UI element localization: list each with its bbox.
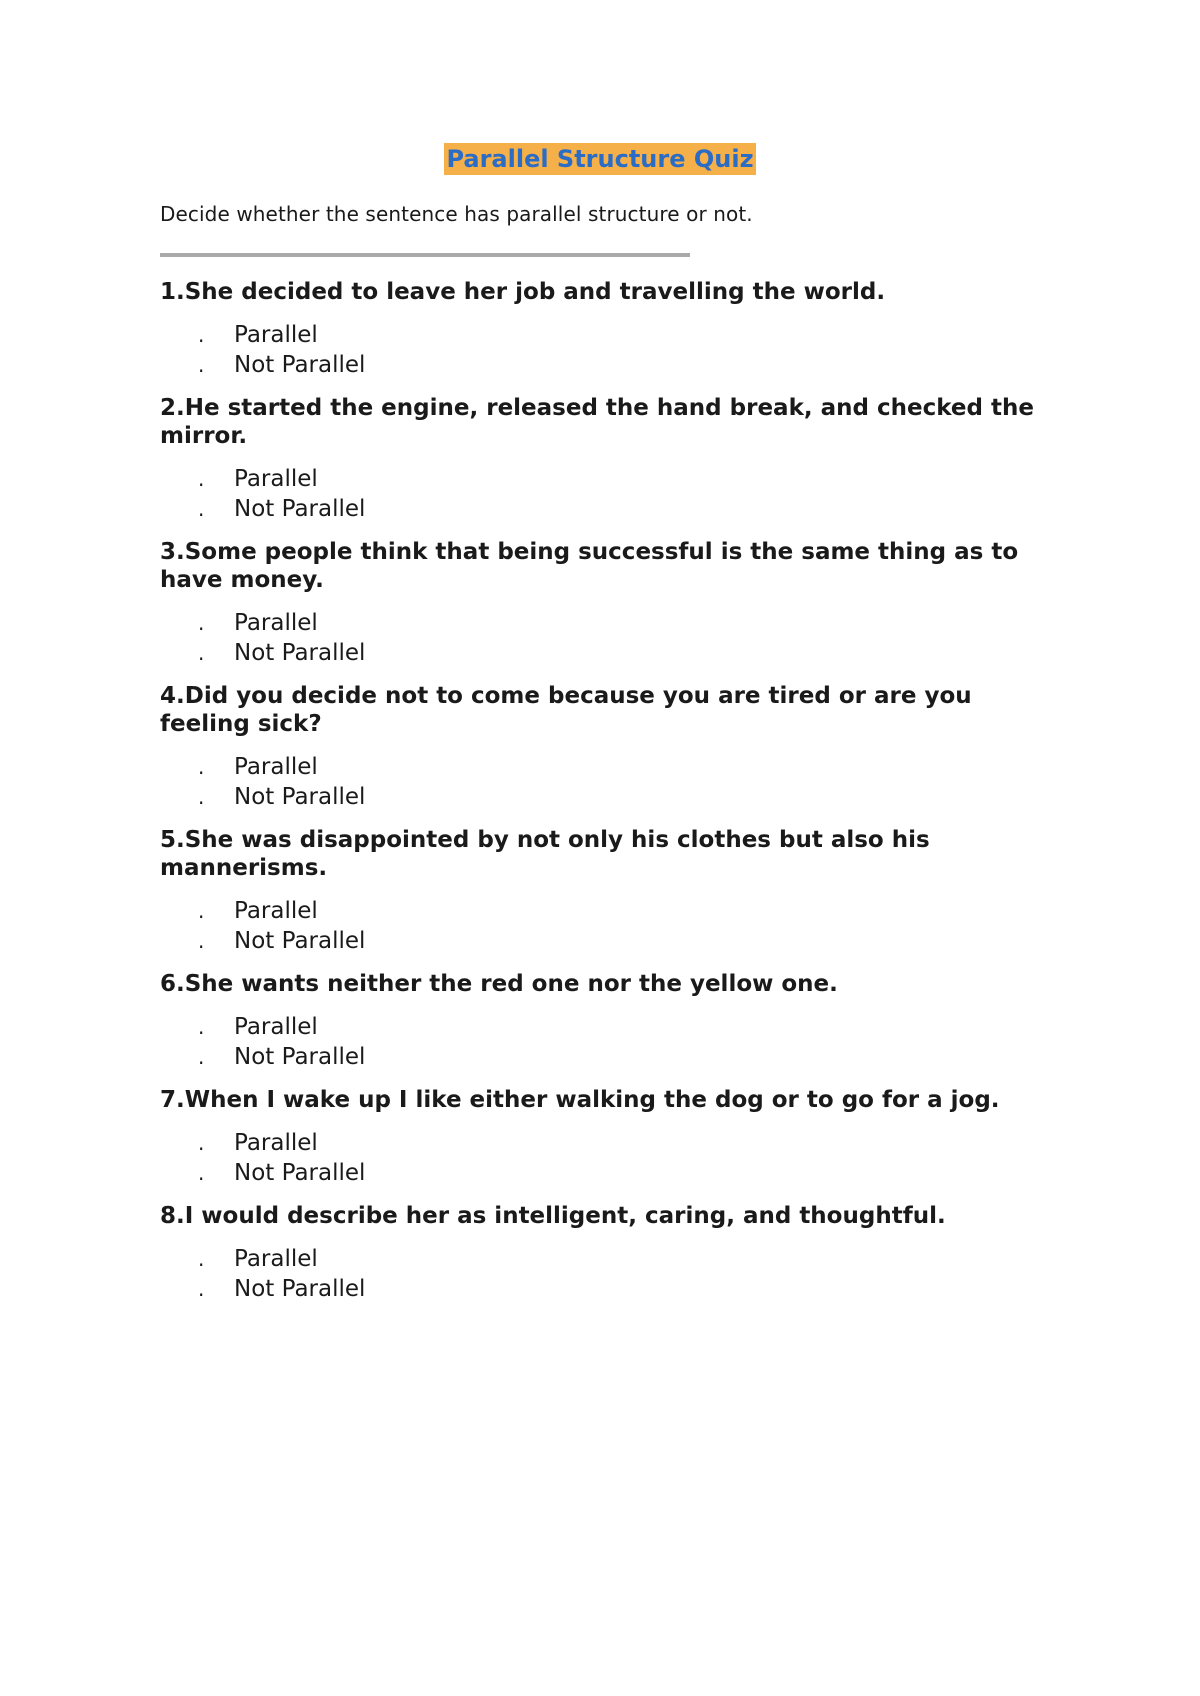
- bullet-icon: .: [198, 755, 205, 779]
- option-label: Parallel: [234, 1014, 318, 1040]
- option-not-parallel[interactable]: [160, 494, 1040, 524]
- bullet-icon: .: [198, 899, 205, 923]
- answer-options: [160, 1244, 1040, 1304]
- option-not-parallel[interactable]: [160, 638, 1040, 668]
- option-label: Parallel: [234, 754, 318, 780]
- bullet-icon: .: [198, 497, 205, 521]
- question-2: [160, 394, 1040, 524]
- option-label: Parallel: [234, 1130, 318, 1156]
- question-text: 7.When I wake up I like either walking the dog or to go for a jog.: [160, 1087, 1000, 1113]
- bullet-icon: .: [198, 1015, 205, 1039]
- question-text: 1.She decided to leave her job and travelling the world.: [160, 279, 886, 305]
- instructions-text: Decide whether the sentence has parallel structure or not.: [160, 202, 753, 226]
- option-label: Parallel: [234, 466, 318, 492]
- answer-options: [160, 464, 1040, 524]
- option-label: Not Parallel: [234, 1160, 366, 1186]
- option-label: Not Parallel: [234, 352, 366, 378]
- option-not-parallel[interactable]: [160, 1274, 1040, 1304]
- answer-options: [160, 752, 1040, 812]
- option-parallel[interactable]: [160, 1012, 1040, 1042]
- question-1: [160, 278, 1040, 380]
- question-6: [160, 970, 1040, 1072]
- answer-options: [160, 896, 1040, 956]
- question-7: [160, 1086, 1040, 1188]
- bullet-icon: .: [198, 1247, 205, 1271]
- option-parallel[interactable]: [160, 752, 1040, 782]
- bullet-icon: .: [198, 1045, 205, 1069]
- option-label: Not Parallel: [234, 496, 366, 522]
- option-label: Not Parallel: [234, 928, 366, 954]
- option-not-parallel[interactable]: [160, 782, 1040, 812]
- answer-options: [160, 320, 1040, 380]
- option-label: Parallel: [234, 322, 318, 348]
- option-parallel[interactable]: [160, 320, 1040, 350]
- answer-options: [160, 608, 1040, 668]
- bullet-icon: .: [198, 1277, 205, 1301]
- option-not-parallel[interactable]: [160, 1158, 1040, 1188]
- option-not-parallel[interactable]: [160, 350, 1040, 380]
- question-text: 8.I would describe her as intelligent, caring, and thoughtful.: [160, 1203, 946, 1229]
- bullet-icon: .: [198, 611, 205, 635]
- option-label: Parallel: [234, 610, 318, 636]
- option-label: Not Parallel: [234, 1276, 366, 1302]
- page-title: Parallel Structure Quiz: [446, 145, 754, 173]
- question-text: 6.She wants neither the red one nor the yellow one.: [160, 971, 838, 997]
- horizontal-divider: [160, 253, 690, 257]
- option-label: Not Parallel: [234, 1044, 366, 1070]
- answer-options: [160, 1128, 1040, 1188]
- option-label: Parallel: [234, 898, 318, 924]
- option-not-parallel[interactable]: [160, 926, 1040, 956]
- bullet-icon: .: [198, 1131, 205, 1155]
- question-text: 5.She was disappointed by not only his clothes but also his mannerisms.: [160, 827, 930, 881]
- question-4: [160, 682, 1040, 812]
- question-text: 2.He started the engine, released the hand break, and checked the mirror.: [160, 395, 1034, 449]
- bullet-icon: .: [198, 323, 205, 347]
- option-parallel[interactable]: [160, 608, 1040, 638]
- bullet-icon: .: [198, 785, 205, 809]
- bullet-icon: .: [198, 929, 205, 953]
- option-not-parallel[interactable]: [160, 1042, 1040, 1072]
- question-text: 3.Some people think that being successful is the same thing as to have money.: [160, 539, 1019, 593]
- option-label: Not Parallel: [234, 784, 366, 810]
- question-text: 4.Did you decide not to come because you are tired or are you feeling sick?: [160, 683, 972, 737]
- option-label: Not Parallel: [234, 640, 366, 666]
- question-8: [160, 1202, 1040, 1304]
- bullet-icon: .: [198, 467, 205, 491]
- question-5: [160, 826, 1040, 956]
- answer-options: [160, 1012, 1040, 1072]
- question-3: [160, 538, 1040, 668]
- option-label: Parallel: [234, 1246, 318, 1272]
- question-list: [160, 278, 1040, 1318]
- option-parallel[interactable]: [160, 896, 1040, 926]
- option-parallel[interactable]: [160, 464, 1040, 494]
- bullet-icon: .: [198, 353, 205, 377]
- bullet-icon: .: [198, 1161, 205, 1185]
- option-parallel[interactable]: [160, 1128, 1040, 1158]
- title-container: [160, 143, 1040, 175]
- option-parallel[interactable]: [160, 1244, 1040, 1274]
- bullet-icon: .: [198, 641, 205, 665]
